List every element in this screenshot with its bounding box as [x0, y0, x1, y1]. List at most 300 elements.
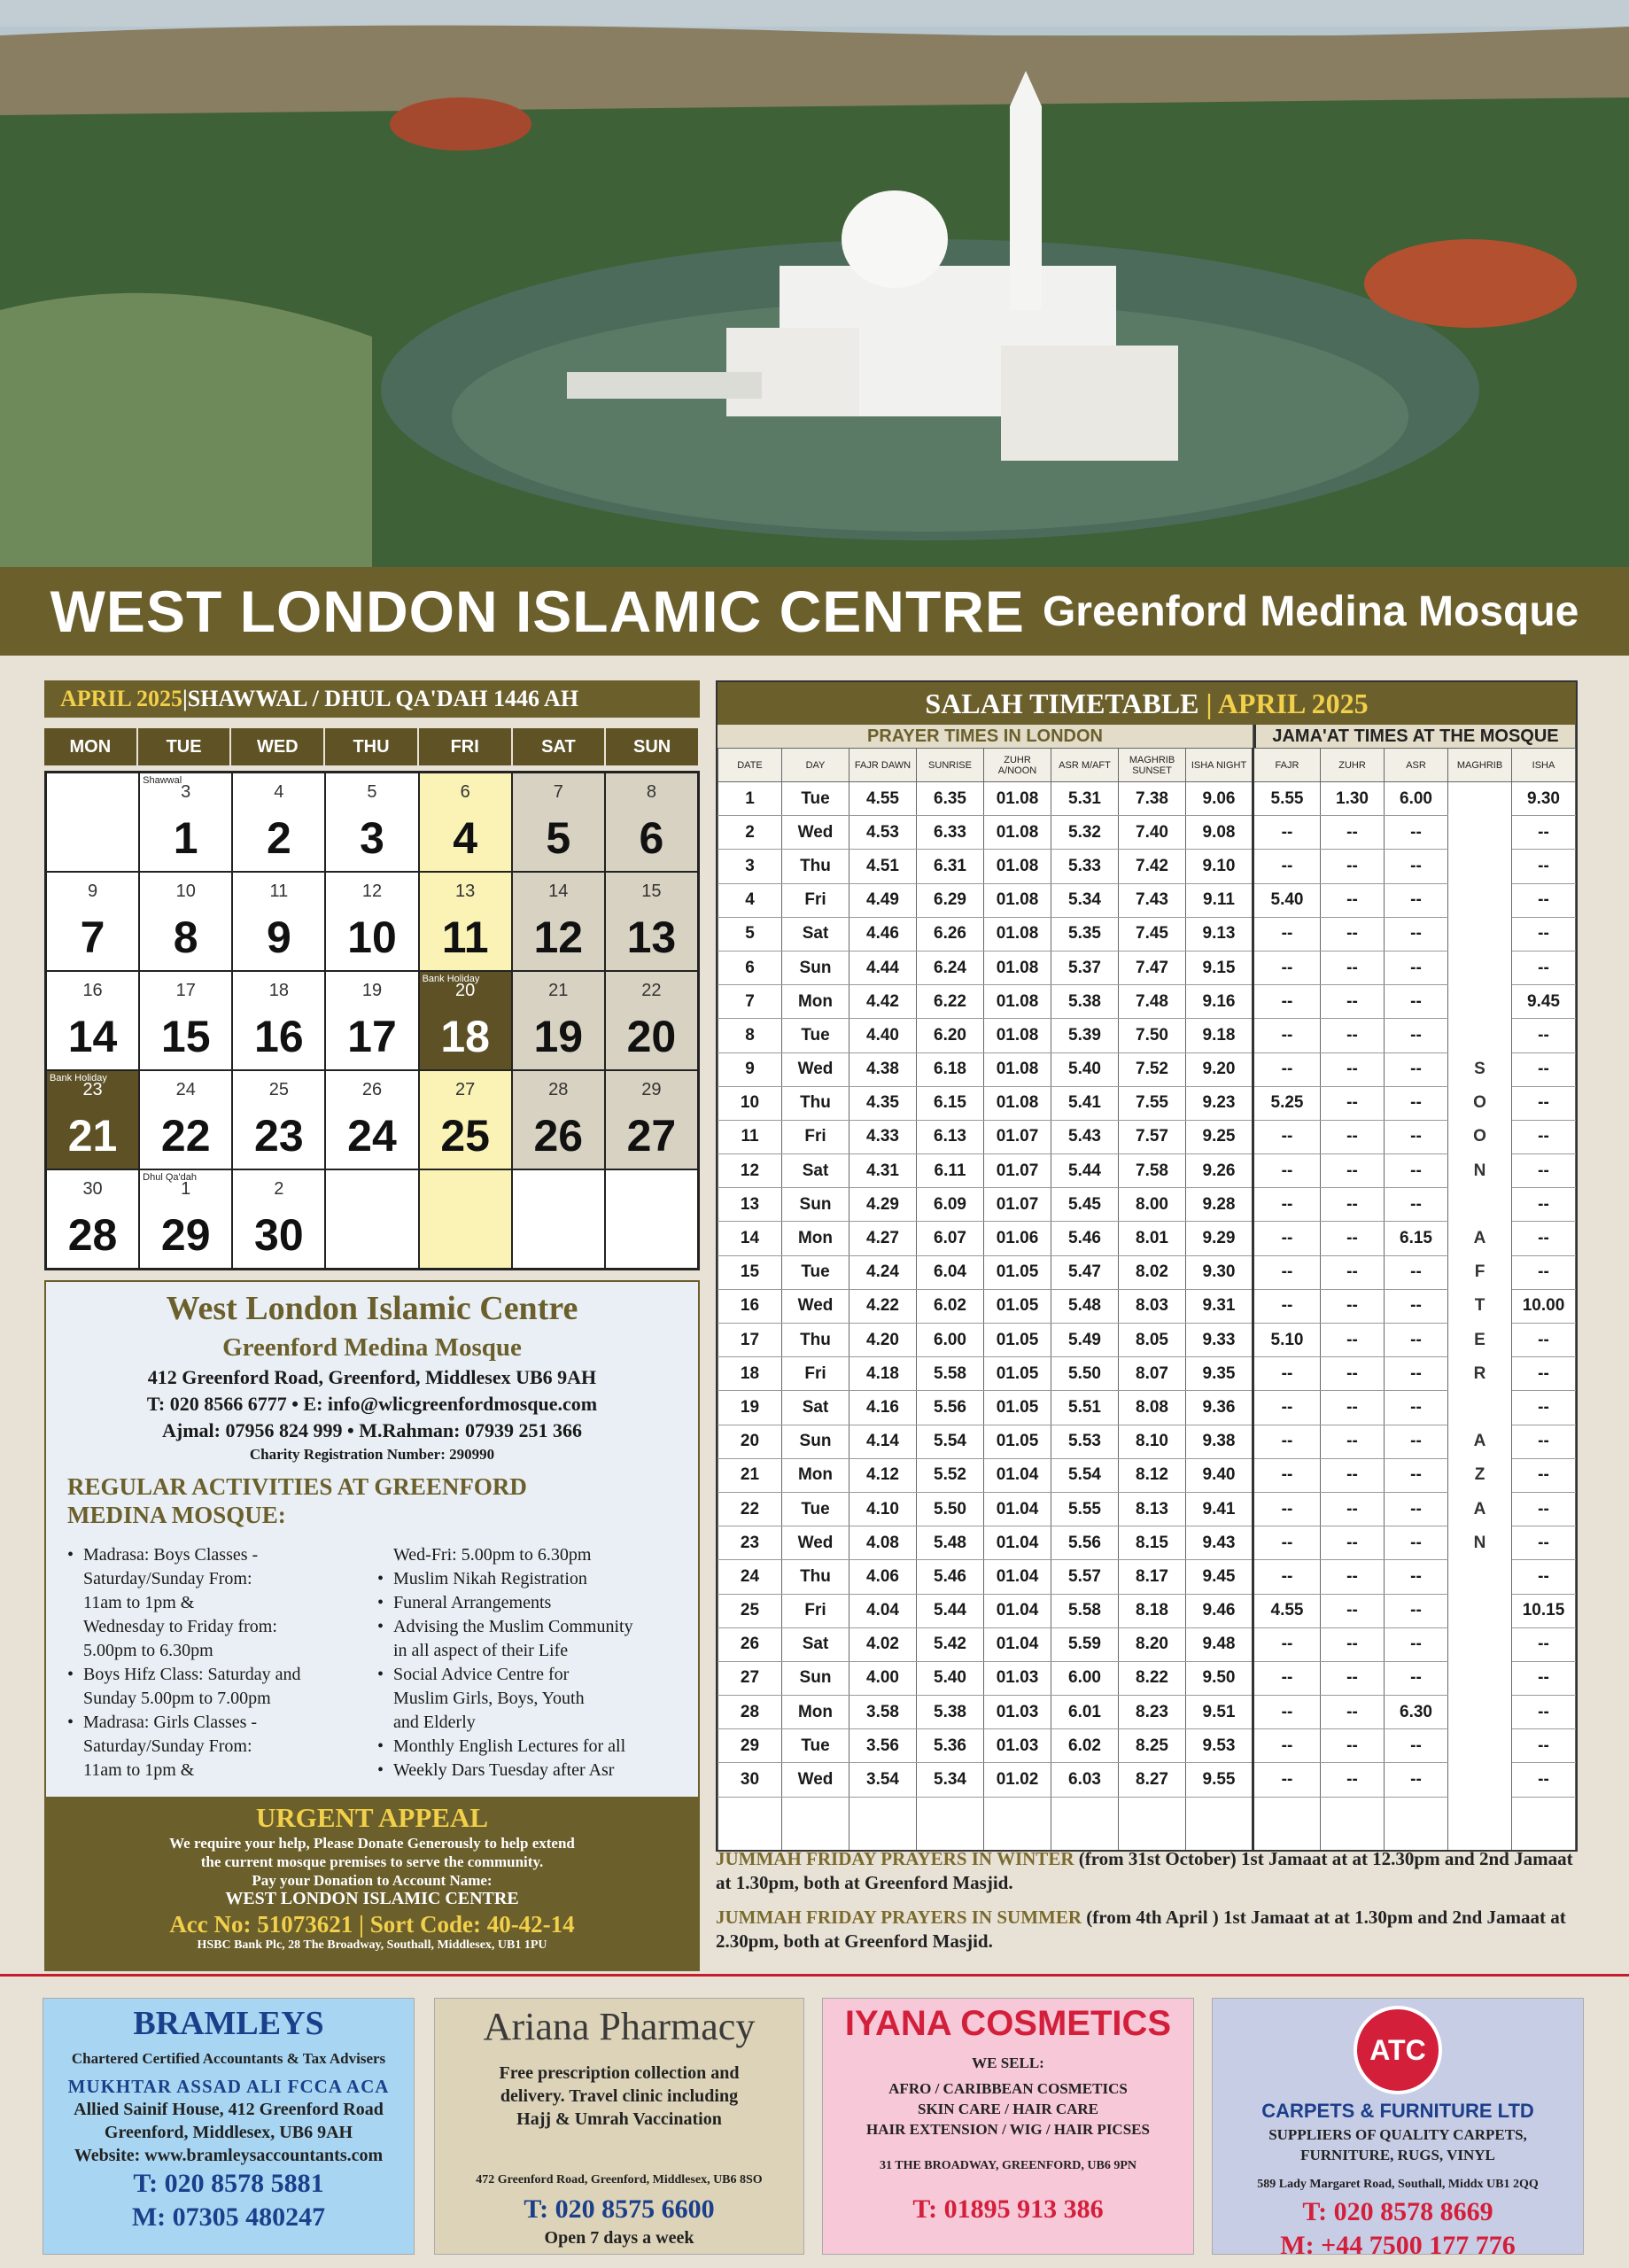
info-subname: Greenford Medina Mosque: [222, 1333, 522, 1362]
table-cell: [1448, 1729, 1512, 1763]
table-cell: 9.06: [1186, 782, 1253, 816]
table-cell: 8.01: [1119, 1222, 1186, 1255]
column-header: ASR M/AFT: [1051, 749, 1119, 782]
calendar-day: [232, 1070, 325, 1169]
table-cell: 21: [718, 1458, 782, 1492]
column-header: ISHA: [1512, 749, 1576, 782]
timetable-title: [718, 682, 1576, 725]
table-row: [718, 1526, 1576, 1560]
table-cell: 7: [718, 985, 782, 1019]
table-cell-empty: [1253, 1797, 1321, 1850]
table-cell: 6.13: [917, 1120, 984, 1153]
table-cell: 5.45: [1051, 1188, 1119, 1222]
hijri-date: 24: [175, 1080, 196, 1099]
gregorian-date: 15: [160, 1012, 211, 1061]
table-cell: 4.12: [849, 1458, 917, 1492]
table-cell: 9.55: [1186, 1763, 1253, 1797]
table-cell: 7.48: [1119, 985, 1186, 1019]
table-cell: 01.07: [984, 1154, 1051, 1188]
table-cell: --: [1385, 1052, 1448, 1086]
table-cell: 01.04: [984, 1594, 1051, 1627]
table-cell: Sat: [782, 1627, 849, 1661]
table-cell: 6.20: [917, 1019, 984, 1052]
table-cell: [1448, 1391, 1512, 1425]
table-cell: 13: [718, 1188, 782, 1222]
table-cell: 9.53: [1186, 1729, 1253, 1763]
table-cell: --: [1512, 1324, 1576, 1357]
table-cell: --: [1512, 1526, 1576, 1560]
table-cell: Tue: [782, 1255, 849, 1289]
table-cell: 6.02: [917, 1289, 984, 1323]
table-cell: --: [1512, 917, 1576, 951]
table-cell: --: [1385, 1120, 1448, 1153]
table-cell: [1448, 1560, 1512, 1594]
table-cell: 5.59: [1051, 1627, 1119, 1661]
ad-iyana-phone: T: 01895 913 386: [912, 2194, 1104, 2224]
table-cell: --: [1321, 951, 1385, 984]
table-cell: 9.28: [1186, 1188, 1253, 1222]
ad-iyana-address: 31 THE BROADWAY, GREENFORD, UB6 9PN: [879, 2159, 1137, 2172]
hijri-date: 9: [88, 882, 98, 901]
table-cell: 5.50: [1051, 1357, 1119, 1391]
mosque-photo: [0, 0, 1629, 567]
activity-item: Saturday/Sunday From:: [83, 1569, 252, 1588]
table-cell: --: [1321, 985, 1385, 1019]
table-cell: O: [1448, 1120, 1512, 1153]
table-cell: 8.02: [1119, 1255, 1186, 1289]
table-cell: --: [1321, 917, 1385, 951]
table-cell: --: [1253, 1188, 1321, 1222]
gregorian-date: 2: [266, 813, 291, 863]
table-cell: 8.27: [1119, 1763, 1186, 1797]
table-cell: 9.30: [1186, 1255, 1253, 1289]
table-cell: 01.07: [984, 1188, 1051, 1222]
table-cell: --: [1321, 1729, 1385, 1763]
table-cell: 6.07: [917, 1222, 984, 1255]
table-cell: 01.04: [984, 1560, 1051, 1594]
table-cell: --: [1512, 1188, 1576, 1222]
weekday-label: TUE: [138, 728, 232, 765]
table-cell: 4.49: [849, 883, 917, 917]
table-cell: --: [1385, 1763, 1448, 1797]
table-cell: --: [1321, 1696, 1385, 1729]
hijri-date: 3: [181, 782, 191, 802]
table-cell: --: [1321, 1019, 1385, 1052]
table-cell: 4.53: [849, 816, 917, 850]
ad-atc-phone: T: 020 8578 8669: [1302, 2197, 1493, 2226]
table-cell: Thu: [782, 1324, 849, 1357]
table-cell: 20: [718, 1425, 782, 1458]
calendar-day: [512, 971, 605, 1070]
hijri-date: 12: [361, 882, 383, 901]
table-cell: 01.06: [984, 1222, 1051, 1255]
calendar-grid: [44, 771, 700, 1270]
table-cell: 9.40: [1186, 1458, 1253, 1492]
hijri-date: 11: [269, 882, 289, 901]
gregorian-date: 19: [533, 1012, 584, 1061]
table-cell: 01.05: [984, 1357, 1051, 1391]
table-cell: --: [1512, 1391, 1576, 1425]
table-cell: 9.08: [1186, 816, 1253, 850]
gregorian-date: 17: [347, 1012, 397, 1061]
gregorian-date: 29: [160, 1210, 211, 1260]
ad-bramleys-address: Greenford, Middlesex, UB6 9AH: [104, 2123, 353, 2142]
table-cell: Wed: [782, 816, 849, 850]
table-cell: 7.52: [1119, 1052, 1186, 1086]
table-cell: 6.18: [917, 1052, 984, 1086]
table-cell: --: [1512, 883, 1576, 917]
table-cell: --: [1253, 1425, 1321, 1458]
gregorian-date: 4: [453, 813, 478, 863]
table-cell: 5.44: [917, 1594, 984, 1627]
table-cell: 5.51: [1051, 1391, 1119, 1425]
gregorian-date: 23: [254, 1111, 304, 1161]
table-cell: --: [1253, 1729, 1321, 1763]
table-cell: --: [1321, 816, 1385, 850]
table-cell: 01.04: [984, 1627, 1051, 1661]
ad-iyana-line: AFRO / CARIBBEAN COSMETICS: [888, 2080, 1128, 2097]
table-cell: 9.31: [1186, 1289, 1253, 1323]
table-cell: 5.36: [917, 1729, 984, 1763]
table-cell-empty: [782, 1797, 849, 1850]
salah-timetable: [716, 680, 1578, 1852]
hijri-date: 27: [455, 1080, 476, 1099]
table-cell: 29: [718, 1729, 782, 1763]
table-cell-empty: [1051, 1797, 1119, 1850]
table-cell: 8.13: [1119, 1492, 1186, 1526]
table-cell: 4.02: [849, 1627, 917, 1661]
timetable-title-text: SALAH TIMETABLE: [925, 687, 1199, 719]
table-cell: --: [1253, 1289, 1321, 1323]
table-cell: --: [1253, 1255, 1321, 1289]
table-row: [718, 1052, 1576, 1086]
calendar-day: [232, 872, 325, 971]
hijri-date: 4: [274, 782, 284, 802]
table-cell: 9.20: [1186, 1052, 1253, 1086]
info-box: [44, 1280, 700, 1798]
table-cell: 6.29: [917, 883, 984, 917]
weekday-label: FRI: [419, 728, 513, 765]
table-cell: --: [1512, 1357, 1576, 1391]
table-cell: --: [1512, 850, 1576, 883]
table-cell: --: [1253, 1696, 1321, 1729]
table-cell: 7.38: [1119, 782, 1186, 816]
hijri-date: 5: [367, 782, 377, 802]
table-cell: 4.14: [849, 1425, 917, 1458]
table-cell: --: [1385, 1594, 1448, 1627]
table-cell: 7.58: [1119, 1154, 1186, 1188]
table-row: [718, 1763, 1576, 1797]
table-cell: 9.36: [1186, 1391, 1253, 1425]
ad-ariana: [434, 1998, 804, 2255]
hijri-date: 10: [175, 882, 196, 901]
table-row-empty: [718, 1797, 1576, 1850]
ad-ariana-name: Ariana Pharmacy: [483, 2005, 756, 2048]
table-cell: 5.32: [1051, 816, 1119, 850]
table-cell: 5.55: [1253, 782, 1321, 816]
table-cell: --: [1253, 1627, 1321, 1661]
table-cell: Tue: [782, 1019, 849, 1052]
table-row: [718, 782, 1576, 816]
activity-item: • Social Advice Centre for: [376, 1663, 686, 1687]
table-cell: 9.51: [1186, 1696, 1253, 1729]
table-cell: --: [1512, 1425, 1576, 1458]
activity-item: 5.00pm to 6.30pm: [83, 1641, 213, 1660]
table-row: [718, 1560, 1576, 1594]
activity-item: Sunday 5.00pm to 7.00pm: [83, 1689, 271, 1708]
table-cell: N: [1448, 1154, 1512, 1188]
timetable-month: APRIL 2025: [1217, 687, 1369, 719]
ad-atc-line: FURNITURE, RUGS, VINYL: [1300, 2147, 1495, 2163]
table-cell: 6: [718, 951, 782, 984]
table-cell: 8.07: [1119, 1357, 1186, 1391]
table-cell: 10.15: [1512, 1594, 1576, 1627]
info-name: West London Islamic Centre: [166, 1290, 578, 1327]
appeal-line: the current mosque premises to serve the community.: [200, 1853, 544, 1870]
calendar-day: [46, 872, 139, 971]
gregorian-date: 9: [266, 913, 291, 962]
activities-col-1: [66, 1543, 358, 1783]
table-cell: 8.08: [1119, 1391, 1186, 1425]
jummah-winter-key: JUMMAH FRIDAY PRAYERS IN WINTER: [716, 1848, 1074, 1869]
table-cell: --: [1512, 1492, 1576, 1526]
calendar-day: [605, 1169, 698, 1269]
weekday-label: SAT: [513, 728, 607, 765]
activity-item: and Elderly: [393, 1713, 476, 1732]
table-cell: --: [1385, 1661, 1448, 1695]
table-cell: 6.15: [1385, 1222, 1448, 1255]
table-cell: 5.25: [1253, 1086, 1321, 1120]
appeal-line: Pay your Donation to Account Name:: [252, 1872, 493, 1889]
table-cell: --: [1253, 1120, 1321, 1153]
gregorian-date: 16: [254, 1012, 304, 1061]
calendar-day: [139, 872, 232, 971]
ad-iyana-we-sell: WE SELL:: [972, 2054, 1044, 2071]
table-row: [718, 1661, 1576, 1695]
ad-ariana-open: Open 7 days a week: [544, 2228, 694, 2248]
table-cell: A: [1448, 1222, 1512, 1255]
table-cell: 25: [718, 1594, 782, 1627]
table-cell: --: [1321, 1120, 1385, 1153]
group-prayer-times: PRAYER TIMES IN LONDON: [718, 725, 1253, 748]
table-cell: 4.51: [849, 850, 917, 883]
table-cell: 7.40: [1119, 816, 1186, 850]
hijri-date: 20: [455, 981, 476, 1000]
table-cell: Fri: [782, 1357, 849, 1391]
table-cell: 5.41: [1051, 1086, 1119, 1120]
hijri-date: 7: [553, 782, 563, 802]
activity-item: Wed-Fri: 5.00pm to 6.30pm: [393, 1545, 592, 1565]
table-cell: 4.33: [849, 1120, 917, 1153]
table-cell: --: [1253, 1492, 1321, 1526]
table-cell: 01.07: [984, 1120, 1051, 1153]
calendar-day: [605, 971, 698, 1070]
table-cell: 01.04: [984, 1458, 1051, 1492]
table-cell: 01.03: [984, 1729, 1051, 1763]
table-row: [718, 1458, 1576, 1492]
ad-ariana-line: Free prescription collection and: [499, 2063, 740, 2083]
table-cell: Sat: [782, 917, 849, 951]
table-cell: 5.54: [917, 1425, 984, 1458]
table-cell: Wed: [782, 1289, 849, 1323]
table-cell: F: [1448, 1255, 1512, 1289]
table-cell: 9.13: [1186, 917, 1253, 951]
table-cell: 4.00: [849, 1661, 917, 1695]
table-cell: --: [1321, 1154, 1385, 1188]
table-cell: --: [1321, 1052, 1385, 1086]
gregorian-date: 30: [254, 1210, 304, 1260]
table-cell: 5.40: [917, 1661, 984, 1695]
jummah-winter: [716, 1847, 1593, 1895]
table-cell: 6.33: [917, 816, 984, 850]
table-cell: 5.43: [1051, 1120, 1119, 1153]
atc-logo: ATC: [1354, 2006, 1442, 2094]
ad-bramleys-person: MUKHTAR ASSAD ALI FCCA ACA: [67, 2076, 390, 2097]
table-cell: 9.18: [1186, 1019, 1253, 1052]
table-cell: 5.38: [1051, 985, 1119, 1019]
timetable-header-row: [718, 749, 1576, 782]
table-cell: 9.50: [1186, 1661, 1253, 1695]
calendar-day: [139, 1169, 232, 1269]
table-cell: --: [1321, 1627, 1385, 1661]
gregorian-date: 20: [626, 1012, 677, 1061]
jummah-summer-key: JUMMAH FRIDAY PRAYERS IN SUMMER: [716, 1907, 1082, 1928]
table-cell-empty: [1448, 1797, 1512, 1850]
hijri-date: 2: [274, 1179, 284, 1199]
ad-bramleys-address: Allied Sainif House, 412 Greenford Road: [74, 2100, 384, 2119]
jummah-summer: [716, 1906, 1593, 1953]
table-cell: 8.12: [1119, 1458, 1186, 1492]
table-cell: --: [1512, 1627, 1576, 1661]
timetable-title-separator: |: [1198, 687, 1218, 719]
hijri-date: 17: [175, 981, 196, 1000]
column-header: SUNRISE: [917, 749, 984, 782]
table-cell: 5.10: [1253, 1324, 1321, 1357]
weekday-label: SUN: [606, 728, 700, 765]
table-cell: 9.30: [1512, 782, 1576, 816]
table-cell: 01.08: [984, 883, 1051, 917]
calendar-day: [419, 773, 512, 872]
table-cell: 7.42: [1119, 850, 1186, 883]
ad-atc-address: 589 Lady Margaret Road, Southall, Middx UB1 2QQ: [1257, 2178, 1539, 2191]
table-cell: 4.46: [849, 917, 917, 951]
table-cell: 27: [718, 1661, 782, 1695]
table-cell: Mon: [782, 1458, 849, 1492]
table-cell: 5.52: [917, 1458, 984, 1492]
table-cell: 6.02: [1051, 1729, 1119, 1763]
hijri-date: 25: [268, 1080, 289, 1099]
table-cell: 4.55: [849, 782, 917, 816]
ad-iyana-name: IYANA COSMETICS: [844, 2004, 1172, 2043]
appeal-account-name: WEST LONDON ISLAMIC CENTRE: [225, 1889, 519, 1908]
timetable-table: [718, 748, 1576, 1850]
table-cell: 7.50: [1119, 1019, 1186, 1052]
table-cell: 3.56: [849, 1729, 917, 1763]
table-cell: 5.49: [1051, 1324, 1119, 1357]
appeal-bank: HSBC Bank Plc, 28 The Broadway, Southall, Middlesex, UB1 1PU: [197, 1938, 547, 1952]
table-cell: 4.29: [849, 1188, 917, 1222]
weekday-label: THU: [325, 728, 419, 765]
table-cell: 7.47: [1119, 951, 1186, 984]
table-cell: 9.16: [1186, 985, 1253, 1019]
column-header: ZUHR A/NOON: [984, 749, 1051, 782]
calendar-day: [419, 971, 512, 1070]
table-cell: 8.18: [1119, 1594, 1186, 1627]
table-cell: --: [1321, 1661, 1385, 1695]
table-cell: --: [1253, 1458, 1321, 1492]
table-cell: --: [1512, 1086, 1576, 1120]
table-cell: --: [1512, 1052, 1576, 1086]
table-cell: 01.08: [984, 816, 1051, 850]
table-cell: 01.05: [984, 1289, 1051, 1323]
gregorian-date: 13: [626, 913, 677, 962]
gregorian-date: 18: [440, 1012, 490, 1061]
table-cell: --: [1321, 1425, 1385, 1458]
table-cell: 4: [718, 883, 782, 917]
table-cell: 16: [718, 1289, 782, 1323]
ad-atc-line: SUPPLIERS OF QUALITY CARPETS,: [1268, 2126, 1527, 2143]
table-cell: --: [1512, 1458, 1576, 1492]
table-cell: 8.22: [1119, 1661, 1186, 1695]
table-cell: --: [1385, 816, 1448, 850]
activity-item: 11am to 1pm &: [83, 1760, 195, 1780]
calendar: [44, 680, 700, 1270]
table-cell: --: [1385, 1526, 1448, 1560]
table-row: [718, 1255, 1576, 1289]
table-cell: Tue: [782, 782, 849, 816]
table-cell: Sun: [782, 1425, 849, 1458]
table-cell: 5.55: [1051, 1492, 1119, 1526]
table-cell: 7.43: [1119, 883, 1186, 917]
table-row: [718, 1729, 1576, 1763]
table-cell-empty: [718, 1797, 782, 1850]
table-cell: --: [1385, 1188, 1448, 1222]
ad-bramleys-phone: T: 020 8578 5881: [133, 2169, 324, 2198]
table-cell: 5.48: [917, 1526, 984, 1560]
hijri-date: 6: [460, 782, 470, 802]
activity-item: Saturday/Sunday From:: [83, 1736, 252, 1756]
table-cell: 8.15: [1119, 1526, 1186, 1560]
table-cell: 17: [718, 1324, 782, 1357]
table-cell: 2: [718, 816, 782, 850]
table-cell: 15: [718, 1255, 782, 1289]
gregorian-date: 7: [80, 913, 105, 962]
info-address: 412 Greenford Road, Greenford, Middlesex UB6 9AH: [147, 1366, 597, 1388]
table-row: [718, 1154, 1576, 1188]
ad-ariana-phone: T: 020 8575 6600: [524, 2194, 715, 2224]
table-cell: --: [1253, 1526, 1321, 1560]
table-cell: 7.57: [1119, 1120, 1186, 1153]
activity-item: Wednesday to Friday from:: [83, 1617, 277, 1636]
table-cell: --: [1385, 1729, 1448, 1763]
table-row: [718, 1627, 1576, 1661]
hijri-date: 28: [548, 1080, 569, 1099]
day-note: Bank Holiday: [50, 1073, 107, 1084]
table-cell: 9: [718, 1052, 782, 1086]
ad-ariana-line: delivery. Travel clinic including: [500, 2086, 739, 2106]
calendar-day: [325, 1070, 418, 1169]
appeal-title: URGENT APPEAL: [255, 1802, 489, 1833]
column-header: DAY: [782, 749, 849, 782]
table-row: [718, 1120, 1576, 1153]
calendar-day: [232, 971, 325, 1070]
table-cell: 5.34: [1051, 883, 1119, 917]
table-cell: 01.08: [984, 850, 1051, 883]
calendar-day: [139, 971, 232, 1070]
table-cell: 28: [718, 1696, 782, 1729]
table-cell: 8.03: [1119, 1289, 1186, 1323]
table-cell: 5.56: [1051, 1526, 1119, 1560]
